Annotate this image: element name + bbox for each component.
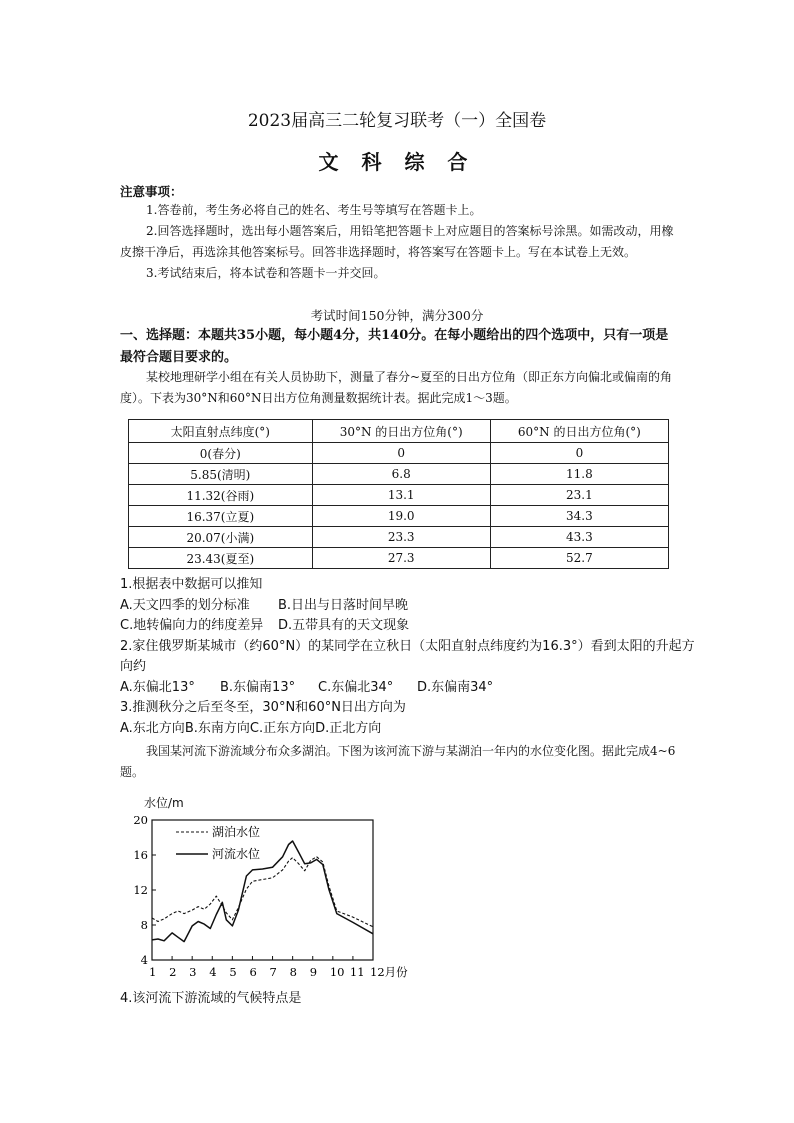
x-tick-label: 10 (329, 965, 345, 979)
question-3-option-c[interactable]: C.正东方向 (249, 720, 316, 736)
x-tick-label: 7 (269, 965, 277, 979)
question-2-option-c[interactable]: C.东偏北34° (318, 679, 394, 695)
notice-item: 1.答卷前，考生务必将自己的姓名、考生号等填写在答题卡上。 (146, 203, 482, 217)
question-3-option-b[interactable]: B.东南方向 (184, 720, 250, 736)
question-2-stem: 2.家住俄罗斯某城市（约60°N）的某同学在立秋日（太阳直射点纬度约为16.3°）看到太阳的升起方向约 (120, 638, 695, 674)
question-3-option-a[interactable]: A.东北方向 (120, 720, 185, 736)
azimuth-table (128, 419, 669, 569)
question-1-stem: 1.根据表中数据可以推知 (120, 577, 263, 592)
lake-level-line (152, 857, 373, 927)
question-2-options-row (120, 678, 700, 699)
y-tick-label: 8 (140, 918, 148, 932)
table-cell: 16.37(立夏) (129, 506, 313, 527)
river-level-line (152, 841, 373, 942)
question-1-options-row (120, 596, 700, 617)
table-cell: 23.43(夏至) (129, 548, 313, 569)
table-cell: 13.1 (312, 485, 490, 506)
legend-label: 河流水位 (212, 847, 261, 861)
notice-item: 2.回答选择题时，选出每小题答案后，用铅笔把答题卡上对应题目的答案标号涂黑。如需改动，用橡皮擦干净后，再选涂其他答案标号。回答非选择题时，将答案写在答题卡上。写在本试卷上无效。 (120, 224, 674, 259)
table-row (129, 464, 669, 485)
y-tick-label: 12 (133, 883, 148, 897)
y-tick-label: 16 (133, 848, 148, 862)
table-cell: 43.3 (490, 527, 668, 548)
x-tick-label: 8 (289, 965, 297, 979)
notice-item: 3.考试结束后，将本试卷和答题卡一并交回。 (146, 266, 386, 280)
table-cell: 52.7 (490, 548, 668, 569)
table-cell: 6.8 (312, 464, 490, 485)
question-1-option-c[interactable]: C.地转偏向力的纬度差异 (120, 618, 264, 633)
chart-axes (133, 813, 408, 979)
table-cell: 0 (312, 443, 490, 464)
question-3-stem: 3.推测秋分之后至冬至，30°N和60°N日出方向为 (120, 700, 406, 715)
x-tick-label: 4 (209, 965, 217, 979)
table-cell: 19.0 (312, 506, 490, 527)
chart-legend (176, 824, 260, 861)
table-header: 60°N 的日出方位角(°) (490, 420, 668, 443)
question-4-stem: 4.该河流下游流域的气候特点是 (120, 991, 302, 1006)
exam-time: 考试时间150分钟，满分300分 (310, 308, 484, 323)
table-header-row (129, 420, 669, 443)
table-row (129, 443, 669, 464)
question-1-options-row (120, 616, 700, 637)
table-row (129, 548, 669, 569)
table-cell: 27.3 (312, 548, 490, 569)
y-tick-label: 20 (133, 813, 148, 827)
water-level-chart (128, 790, 428, 985)
x-tick-label: 9 (309, 965, 318, 979)
question-2-option-d[interactable]: D.东偏南34° (417, 679, 494, 695)
question-1-option-a[interactable]: A.天文四季的划分标准 (120, 597, 250, 613)
x-tick-label: 12月份 (370, 965, 408, 979)
x-tick-label: 1 (149, 965, 157, 979)
table-cell: 23.3 (312, 527, 490, 548)
exam-title: 2023届高三二轮复习联考（一）全国卷 (247, 111, 547, 131)
table-cell: 20.07(小满) (129, 527, 313, 548)
table-header: 30°N 的日出方位角(°) (312, 420, 490, 443)
questions-1-3 (120, 575, 700, 739)
table-header: 太阳直射点纬度(°) (129, 420, 313, 443)
x-tick-label: 3 (189, 965, 197, 979)
subject-title: 文 科 综 合 (318, 150, 476, 174)
chart-series (152, 841, 373, 942)
table-row (129, 506, 669, 527)
table-row (129, 527, 669, 548)
table-cell: 11.32(谷雨) (129, 485, 313, 506)
notice-heading: 注意事项： (120, 184, 183, 199)
notice-list (120, 200, 680, 284)
table-cell: 0(春分) (129, 443, 313, 464)
passage-4-6: 我国某河流下游流域分布众多湖泊。下图为该河流下游与某湖泊一年内的水位变化图。据此完成4~6题。 (120, 744, 676, 779)
question-1-option-d[interactable]: D.五带具有的天文现象 (278, 618, 410, 633)
table-cell: 0 (490, 443, 668, 464)
legend-label: 湖泊水位 (212, 825, 261, 839)
table-row (129, 485, 669, 506)
question-2-option-b[interactable]: B.东偏南13° (220, 679, 296, 695)
x-tick-label: 2 (169, 965, 177, 979)
question-2-option-a[interactable]: A.东偏北13° (120, 679, 195, 695)
table-cell: 34.3 (490, 506, 668, 527)
table-cell: 5.85(清明) (129, 464, 313, 485)
x-tick-label: 11 (349, 965, 365, 979)
x-tick-label: 5 (229, 965, 237, 979)
x-tick-label: 6 (249, 965, 257, 979)
question-3-options-row (120, 719, 700, 740)
question-1-option-b[interactable]: B.日出与日落时间早晚 (278, 597, 409, 613)
table-cell: 23.1 (490, 485, 668, 506)
y-tick-label: 4 (140, 953, 148, 967)
chart-ylabel: 水位/m (144, 796, 184, 810)
section1-heading: 一、选择题：本题共35小题，每小题4分，共140分。在每小题给出的四个选项中，只有一项是最符合题目要求的。 (120, 328, 669, 365)
table-cell: 11.8 (490, 464, 668, 485)
passage-1-3: 某校地理研学小组在有关人员协助下，测量了春分~夏至的日出方位角（即正东方向偏北或偏南的角度）。下表为30°N和60°N日出方位角测量数据统计表。据此完成1～3题。 (120, 370, 673, 405)
question-3-option-d[interactable]: D.正北方向 (315, 720, 382, 736)
